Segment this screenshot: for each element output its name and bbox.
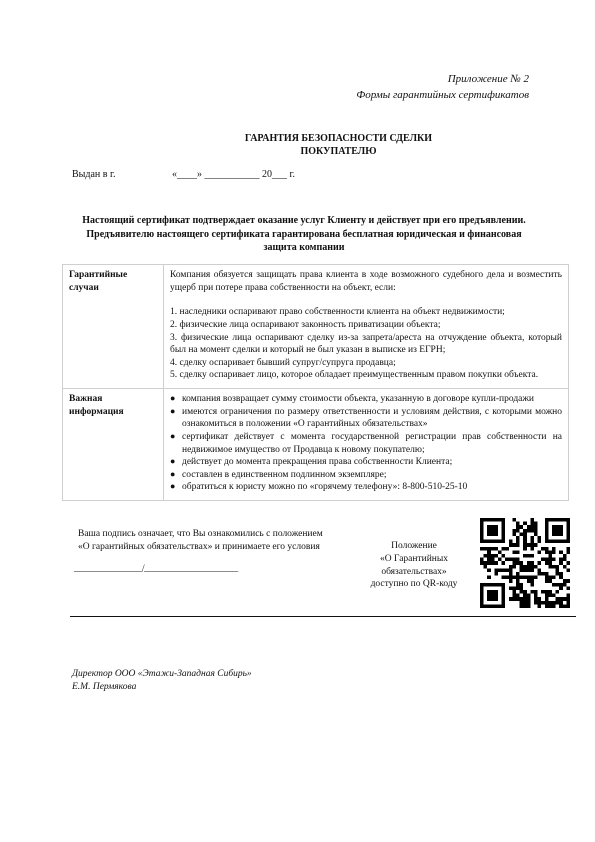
bullet-icon: ● — [170, 468, 176, 479]
appendix-header — [356, 72, 529, 104]
signature-line[interactable]: ________________/______________________ — [74, 564, 238, 574]
guarantee-case: 5. сделку оспаривает лицо, которое обладает преимущественным правом покупки объекта. — [170, 370, 539, 381]
guarantee-cases-list — [170, 306, 562, 382]
important-info-list — [170, 393, 562, 494]
important-info-item — [170, 456, 562, 469]
important-info-label: Важная информация — [63, 389, 164, 501]
bullet-icon: ● — [170, 430, 176, 441]
issued-city-label: Выдан в г. — [72, 169, 116, 180]
signature-notice-line2: «О гарантийных обязательствах» и принимаете его условия — [78, 542, 320, 553]
bullet-icon: ● — [170, 393, 176, 403]
guarantee-case: 2. физические лица оспаривают законность приватизации объекта; — [170, 319, 441, 330]
table-row-important-info — [63, 389, 569, 501]
signature-notice — [78, 528, 323, 555]
director-name: Е.М. Пермякова — [72, 682, 137, 693]
important-info-text: имеются ограничения по размеру ответственности и условиям действия, с которыми можно ознакомиться в положении «О гарантийных обязательствах» — [182, 406, 562, 430]
intro-line2: Предъявителю настоящего сертификата гарантирована бесплатная юридическая и финансовая — [86, 228, 522, 240]
important-info-text: составлен в единственном подлинном экземпляре; — [182, 469, 387, 480]
table-row-guarantee-cases — [63, 265, 569, 389]
document-title-line1: ГАРАНТИЯ БЕЗОПАСНОСТИ СДЕЛКИ — [244, 133, 433, 144]
important-info-text: обратиться к юристу можно по «горячему телефону»: 8-800-510-25-10 — [182, 482, 468, 493]
important-info-item — [170, 406, 562, 431]
guarantee-case: 4. сделку оспаривает бывший супруг/супруга продавца; — [170, 357, 396, 368]
section-divider — [70, 616, 576, 617]
important-info-text: действует до момента прекращения права собственности Клиента; — [182, 457, 453, 468]
issued-date-field: «____» ___________ 20___ г. — [172, 169, 295, 180]
bullet-icon: ● — [170, 405, 176, 416]
policy-note-line1: Положение — [391, 541, 437, 551]
document-title-line2: ПОКУПАТЕЛЮ — [300, 145, 377, 157]
important-info-text: компания возвращает сумму стоимости объекта, указанную в договоре купли-продажи — [182, 394, 535, 404]
policy-note-line4: доступно по QR-коду — [370, 579, 458, 590]
bullet-icon: ● — [170, 481, 176, 492]
important-info-item — [170, 431, 562, 456]
signature-notice-line1: Ваша подпись означает, что Вы ознакомились с положением — [78, 529, 323, 539]
director-title: Директор ООО «Этажи-Западная Сибирь» — [72, 669, 252, 679]
important-info-item — [170, 393, 562, 406]
guarantee-case: 3. физические лица оспаривают сделку из-за запрета/ареста на отчуждение объекта, который был на момент сделки и который не был указан в выписке из ЕГРН; — [170, 332, 562, 356]
appendix-subtitle: Формы гарантийных сертификатов — [356, 88, 529, 101]
important-info-item — [170, 481, 562, 494]
qr-code-icon[interactable] — [480, 518, 570, 608]
document-title — [0, 133, 595, 158]
bullet-icon: ● — [170, 456, 176, 467]
policy-note — [364, 540, 464, 591]
guarantee-cases-label: Гарантийные случаи — [63, 265, 164, 389]
important-info-item — [170, 469, 562, 482]
guarantee-table — [62, 264, 569, 501]
policy-note-line2: «О Гарантийных — [379, 553, 449, 564]
intro-line3: защита компании — [263, 242, 345, 253]
guarantee-cases-body — [164, 265, 569, 389]
intro-paragraph — [78, 214, 530, 255]
guarantee-cases-lead: Компания обязуется защищать права клиента в ходе возможного судебного дела и возместить ущерб при потере права собственности на объект, если: — [170, 270, 562, 293]
important-info-text: сертификат действует с момента государственной регистрации прав собственности на недвижимое имущество от Продавца к новому покупателю; — [182, 431, 562, 455]
important-info-body — [164, 389, 569, 501]
director-signature — [72, 668, 252, 695]
guarantee-case: 1. наследники оспаривают право собственности клиента на объект недвижимости; — [170, 307, 505, 318]
policy-note-line3: обязательствах» — [381, 566, 447, 577]
intro-line1: Настоящий сертификат подтверждает оказание услуг Клиенту и действует при его предъявлении. — [82, 215, 526, 226]
appendix-number: Приложение № 2 — [447, 73, 529, 85]
